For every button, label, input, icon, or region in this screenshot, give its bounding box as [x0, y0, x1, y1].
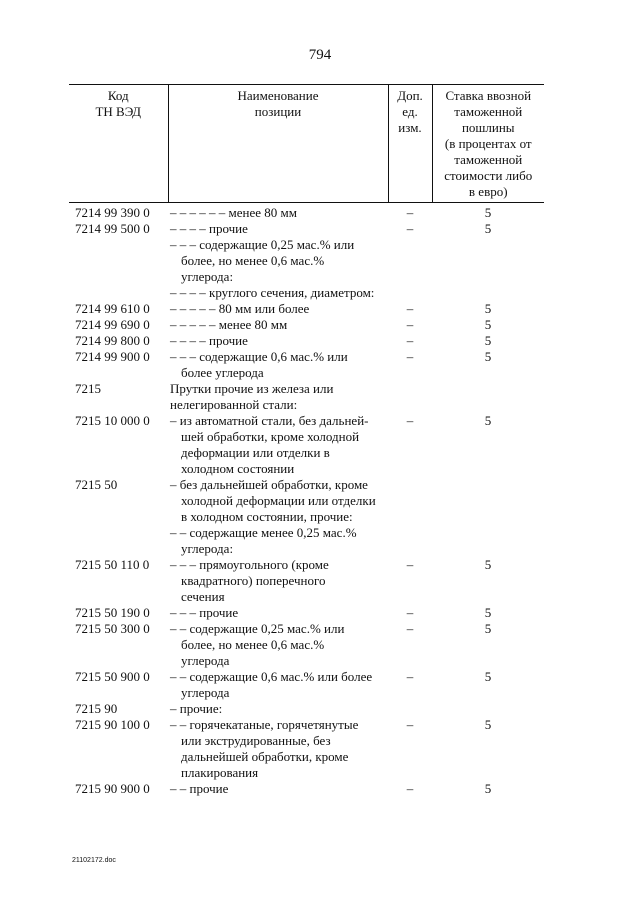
cell-code: 7214 99 390 0 — [75, 205, 150, 220]
name-line: – – – содержащие 0,6 мас.% или — [170, 349, 348, 364]
cell-rate — [432, 381, 544, 413]
cell-code: 7215 50 — [75, 477, 118, 492]
name-line: деформации или отделки в — [181, 445, 330, 460]
name-line: квадратного) поперечного — [181, 573, 326, 588]
table-row — [69, 781, 544, 797]
cell-name — [168, 203, 388, 222]
cell-rate: 5 — [484, 717, 492, 732]
name-line: – – – – – менее 80 мм — [170, 317, 288, 332]
cell-unit — [388, 477, 432, 525]
cell-name — [168, 557, 388, 605]
cell-name — [168, 301, 388, 317]
table-row — [69, 381, 544, 413]
cell-code: 7215 50 300 0 — [75, 621, 150, 636]
cell-name — [168, 333, 388, 349]
name-line: холодном состоянии — [181, 461, 295, 476]
cell-unit: – — [406, 333, 414, 348]
name-line: холодной деформации или отделки — [181, 493, 376, 508]
header-rate-line: (в процентах от — [444, 136, 532, 151]
cell-rate — [432, 701, 544, 717]
table-row — [69, 317, 544, 333]
name-line: – – – – – – менее 80 мм — [170, 205, 297, 220]
name-line: – – горячекатаные, горячетянутые — [170, 717, 359, 732]
cell-code: 7215 50 110 0 — [75, 557, 150, 572]
cell-name — [168, 605, 388, 621]
document-reference: 21102172.doc — [72, 857, 116, 864]
cell-code: 7215 90 — [75, 701, 118, 716]
page-number: 794 — [308, 47, 332, 63]
name-line: – без дальнейшей обработки, кроме — [170, 477, 368, 492]
header-name-line: Наименование — [237, 88, 319, 103]
name-line: – прочие: — [170, 701, 223, 716]
header-rate-line: таможенной — [454, 152, 523, 167]
cell-name — [168, 285, 388, 301]
cell-code: 7215 50 190 0 — [75, 605, 150, 620]
cell-rate — [432, 285, 544, 301]
name-line: углерода: — [181, 541, 234, 556]
name-line: плакирования — [181, 765, 259, 780]
cell-unit — [388, 381, 432, 413]
cell-name — [168, 317, 388, 333]
cell-name — [168, 669, 388, 701]
table-row — [69, 701, 544, 717]
name-line: более, но менее 0,6 мас.% — [181, 637, 325, 652]
name-line: – – содержащие 0,25 мас.% или — [170, 621, 345, 636]
cell-code — [69, 525, 168, 557]
cell-name — [168, 381, 388, 413]
name-line: сечения — [181, 589, 225, 604]
table-header-row — [69, 85, 544, 203]
cell-unit: – — [406, 669, 414, 684]
cell-unit: – — [406, 349, 414, 364]
table-row — [69, 669, 544, 701]
cell-unit — [388, 525, 432, 557]
cell-code: 7215 90 900 0 — [75, 781, 150, 796]
name-line: – – – – круглого сечения, диаметром: — [170, 285, 375, 300]
cell-unit: – — [406, 621, 414, 636]
header-rate-line: стоимости либо — [444, 168, 533, 183]
table-row — [69, 203, 544, 222]
table-row — [69, 301, 544, 317]
name-line: углерода: — [181, 269, 234, 284]
header-code-line: Код — [107, 88, 129, 103]
cell-name — [168, 781, 388, 797]
cell-code: 7215 10 000 0 — [75, 413, 150, 428]
cell-rate: 5 — [484, 301, 492, 316]
cell-rate: 5 — [484, 317, 492, 332]
cell-unit: – — [406, 317, 414, 332]
cell-unit: – — [406, 301, 414, 316]
header-name-line: позиции — [254, 104, 302, 119]
table-row — [69, 477, 544, 525]
cell-unit: – — [406, 717, 414, 732]
name-line: – – – – – 80 мм или более — [170, 301, 310, 316]
cell-code: 7214 99 690 0 — [75, 317, 150, 332]
header-unit-line: Доп. — [397, 88, 423, 103]
cell-name — [168, 477, 388, 525]
cell-name — [168, 701, 388, 717]
cell-unit — [388, 285, 432, 301]
name-line: – – – – прочие — [170, 221, 248, 236]
table-row — [69, 221, 544, 237]
name-line: углерода — [181, 653, 230, 668]
table-row — [69, 285, 544, 301]
cell-rate: 5 — [484, 221, 492, 236]
name-line: – – содержащие менее 0,25 мас.% — [170, 525, 357, 540]
cell-name — [168, 717, 388, 781]
cell-name — [168, 413, 388, 477]
cell-code: 7215 — [75, 381, 101, 396]
cell-code: 7214 99 800 0 — [75, 333, 150, 348]
name-line: – – – прочие — [170, 605, 239, 620]
cell-rate: 5 — [484, 413, 492, 428]
cell-name — [168, 349, 388, 381]
name-line: дальнейшей обработки, кроме — [181, 749, 349, 764]
name-line: или экструдированные, без — [181, 733, 331, 748]
cell-unit: – — [406, 557, 414, 572]
table-row — [69, 349, 544, 381]
cell-code: 7215 50 900 0 — [75, 669, 150, 684]
cell-rate: 5 — [484, 669, 492, 684]
header-unit-line: ед. — [402, 104, 418, 119]
cell-rate: 5 — [484, 333, 492, 348]
cell-unit — [388, 237, 432, 285]
cell-code: 7214 99 610 0 — [75, 301, 150, 316]
name-line: шей обработки, кроме холодной — [181, 429, 360, 444]
name-line: нелегированной стали: — [170, 397, 298, 412]
cell-code — [69, 285, 168, 301]
header-rate — [432, 85, 544, 203]
cell-rate: 5 — [484, 605, 492, 620]
name-line: – – – прямоугольного (кроме — [170, 557, 329, 572]
tariff-table — [69, 84, 544, 797]
header-unit-line: изм. — [398, 120, 422, 135]
header-code — [69, 85, 168, 203]
cell-rate: 5 — [484, 349, 492, 364]
cell-rate — [432, 525, 544, 557]
name-line: в холодном состоянии, прочие: — [181, 509, 353, 524]
cell-rate: 5 — [484, 557, 492, 572]
name-line: более углерода — [181, 365, 264, 380]
table-row — [69, 333, 544, 349]
cell-code — [69, 237, 168, 285]
name-line: – из автоматной стали, без дальней- — [170, 413, 369, 428]
table-row — [69, 621, 544, 669]
name-line: углерода — [181, 685, 230, 700]
cell-rate — [432, 477, 544, 525]
cell-name — [168, 237, 388, 285]
table-row — [69, 717, 544, 781]
table-row — [69, 413, 544, 477]
cell-rate: 5 — [484, 621, 492, 636]
name-line: – – – – прочие — [170, 333, 248, 348]
header-rate-line: пошлины — [461, 120, 515, 135]
header-code-line: ТН ВЭД — [95, 104, 142, 119]
table-row — [69, 237, 544, 285]
cell-code: 7215 90 100 0 — [75, 717, 150, 732]
name-line: Прутки прочие из железа или — [170, 381, 334, 396]
cell-code: 7214 99 500 0 — [75, 221, 150, 236]
table-row — [69, 525, 544, 557]
name-line: – – содержащие 0,6 мас.% или более — [170, 669, 373, 684]
cell-rate: 5 — [484, 781, 492, 796]
name-line: – – – содержащие 0,25 мас.% или — [170, 237, 355, 252]
header-rate-line: Ставка ввозной — [445, 88, 532, 103]
tariff-body — [69, 203, 544, 798]
header-unit — [388, 85, 432, 203]
cell-unit: – — [406, 221, 414, 236]
cell-unit: – — [406, 413, 414, 428]
cell-rate: 5 — [484, 205, 492, 220]
table-row — [69, 557, 544, 605]
cell-name — [168, 221, 388, 237]
cell-name — [168, 621, 388, 669]
header-rate-line: в евро) — [468, 184, 508, 199]
cell-unit: – — [406, 605, 414, 620]
header-rate-line: таможенной — [454, 104, 523, 119]
header-name — [168, 85, 388, 203]
cell-name — [168, 525, 388, 557]
cell-code: 7214 99 900 0 — [75, 349, 150, 364]
name-line: более, но менее 0,6 мас.% — [181, 253, 325, 268]
cell-unit: – — [406, 781, 414, 796]
cell-unit: – — [406, 205, 414, 220]
cell-unit — [388, 701, 432, 717]
table-row — [69, 605, 544, 621]
name-line: – – прочие — [170, 781, 229, 796]
cell-rate — [432, 237, 544, 285]
